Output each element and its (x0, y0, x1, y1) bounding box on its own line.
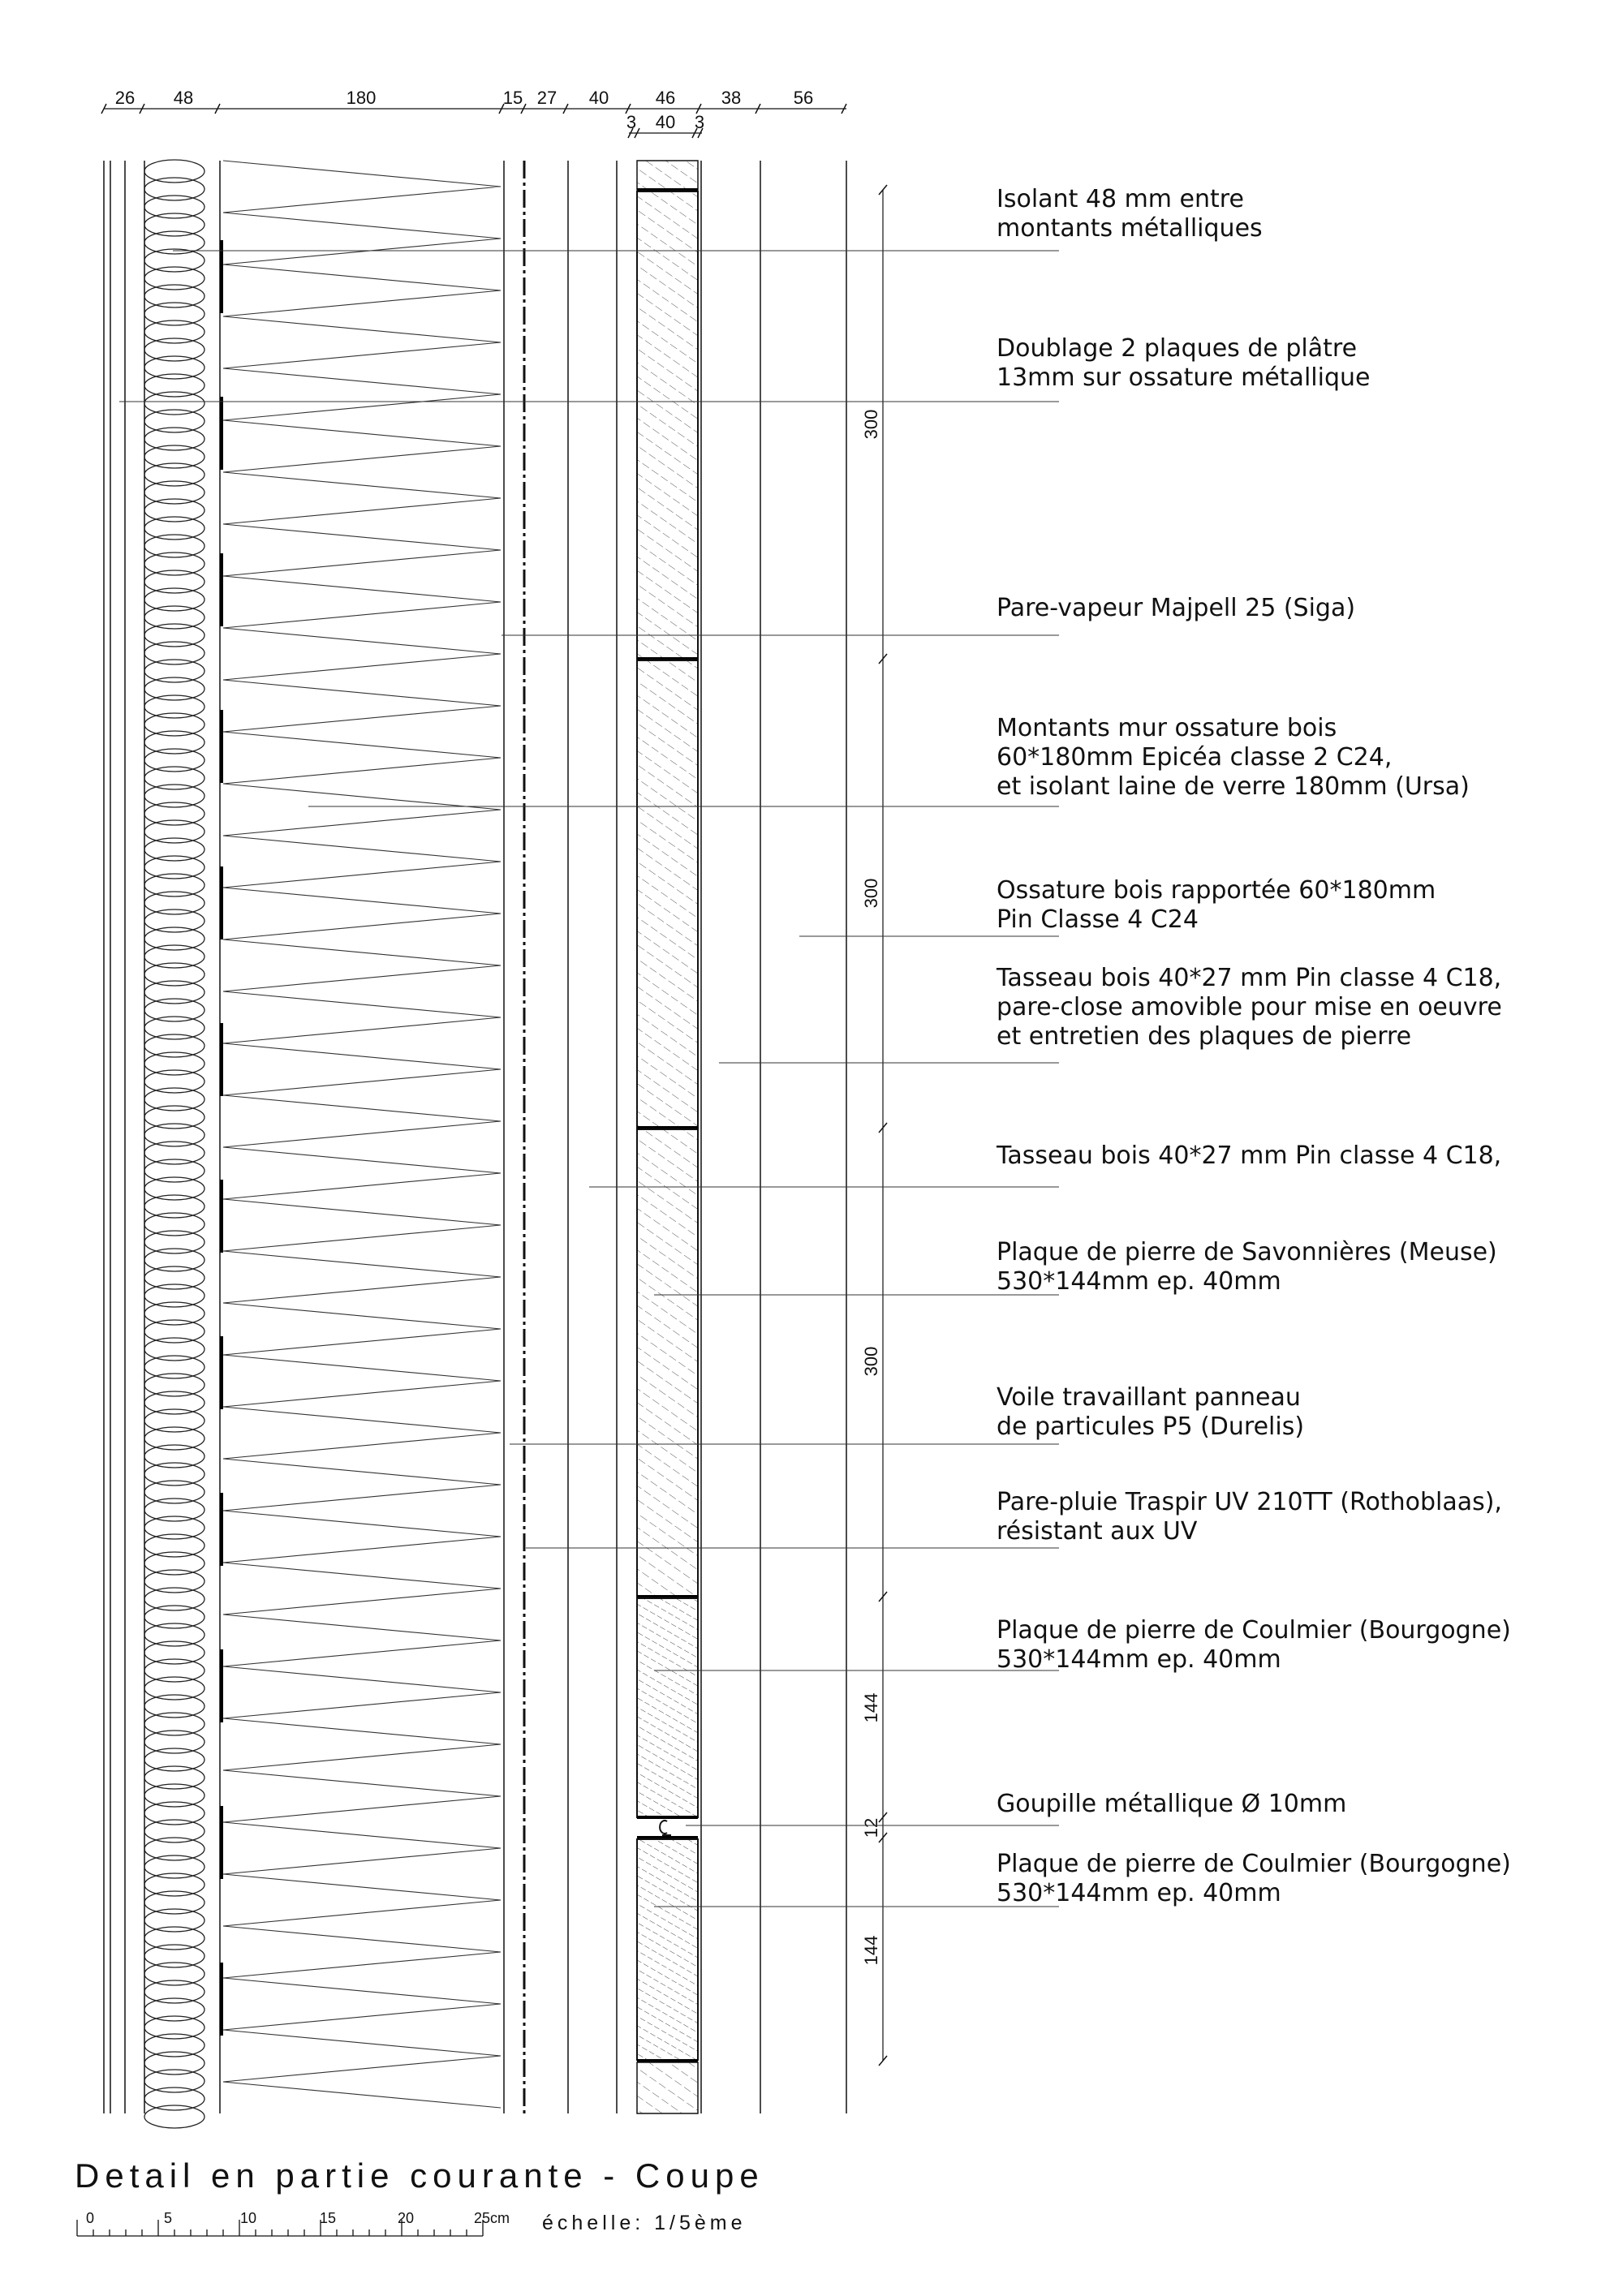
insulation-loop (144, 1391, 204, 1414)
drawing-title: Detail en partie courante - Coupe (75, 2156, 764, 2195)
insulation-loop (144, 1266, 204, 1289)
glass-wool-180mm-zigzag (223, 161, 501, 2108)
label-plasterboard-lining: Doublage 2 plaques de plâtre 13mm sur ossature métallique (997, 334, 1371, 392)
insulation-loop (144, 1159, 204, 1182)
insulation-loop (144, 856, 204, 879)
label-rain-screen: Pare-pluie Traspir UV 210TT (Rothoblaas), résistant aux UV (997, 1488, 1502, 1546)
insulation-loop (144, 2052, 204, 2075)
insulation-loop (144, 428, 204, 450)
insulation-loop (144, 713, 204, 736)
insulation-loop (144, 1302, 204, 1325)
vdim-12: 12 (861, 1817, 881, 1838)
label-batten: Tasseau bois 40*27 mm Pin classe 4 C18, (997, 1142, 1502, 1170)
insulation-loop (144, 535, 204, 557)
top-dimension-chain (101, 88, 846, 138)
insulation-loop (144, 1623, 204, 1646)
dim-40: 40 (588, 88, 609, 108)
insulation-loop (144, 1802, 204, 1825)
insulation-loop (144, 767, 204, 789)
insulation-loop (144, 588, 204, 611)
dim-38: 38 (721, 88, 742, 108)
insulation-loop (144, 481, 204, 504)
insulation-loop (144, 1820, 204, 1842)
label-vapour-barrier: Pare-vapeur Majpell 25 (Siga) (997, 594, 1356, 622)
insulation-loop (144, 1641, 204, 1664)
dim-180: 180 (346, 88, 377, 108)
insulation-loop (144, 267, 204, 290)
insulation-loop (144, 196, 204, 218)
insulation-loop (144, 553, 204, 575)
label-coulmier-stone-1: Plaque de pierre de Coulmier (Bourgogne) 530*144mm ep. 40mm (997, 1616, 1511, 1674)
insulation-loop (144, 2034, 204, 2057)
insulation-loop (144, 1998, 204, 2021)
insulation-loop (144, 1284, 204, 1307)
stone-plate (637, 191, 698, 659)
stone-plate-coulmier (637, 1839, 698, 2060)
insulation-loop (144, 838, 204, 861)
insulation-loop (144, 1606, 204, 1628)
insulation-loop (144, 660, 204, 682)
insulation-loop (144, 1249, 204, 1271)
insulation-loop (144, 1195, 204, 1218)
dim-15: 15 (502, 88, 523, 108)
insulation-loop (144, 2105, 204, 2128)
insulation-loop (144, 445, 204, 468)
insulation-loop (144, 945, 204, 968)
insulation-loop (144, 642, 204, 664)
dim-27: 27 (536, 88, 558, 108)
insulation-loop (144, 1017, 204, 1039)
insulation-loop (144, 1516, 204, 1539)
insulation-loop (144, 1695, 204, 1718)
insulation-loop (144, 1891, 204, 1914)
insulation-loop (144, 981, 204, 1004)
insulation-loop (144, 1320, 204, 1343)
insulation-loop (144, 303, 204, 325)
insulation-loop (144, 570, 204, 593)
insulation-loop (144, 1784, 204, 1807)
dim-sub-3a: 3 (626, 112, 637, 132)
insulation-loop (144, 1588, 204, 1610)
insulation-loop (144, 1142, 204, 1164)
insulation-loop (144, 160, 204, 183)
insulation-loop (144, 1427, 204, 1450)
dim-26: 26 (114, 88, 136, 108)
insulation-loop (144, 1748, 204, 1771)
label-added-timber-frame: Ossature bois rapportée 60*180mm Pin Classe 4 C24 (997, 876, 1436, 934)
insulation-loop (144, 1909, 204, 1932)
insulation-loop (144, 963, 204, 986)
label-insulation-48mm: Isolant 48 mm entre montants métalliques (997, 185, 1263, 243)
label-savonnieres-stone: Plaque de pierre de Savonnières (Meuse) 530*144mm ep. 40mm (997, 1238, 1497, 1296)
insulation-loop (144, 1945, 204, 1967)
insulation-loop (144, 999, 204, 1021)
insulation-loop (144, 1552, 204, 1575)
insulation-loop (144, 1481, 204, 1503)
insulation-loop (144, 410, 204, 432)
insulation-loop (144, 1177, 204, 1200)
insulation-loop (144, 1713, 204, 1735)
label-particle-board: Voile travaillant panneau de particules P5 (Durelis) (997, 1383, 1305, 1441)
scale-10: 10 (240, 2210, 257, 2226)
scale-25: 25cm (474, 2210, 510, 2226)
wall-layers (104, 161, 846, 2113)
insulation-loop (144, 517, 204, 540)
stone-plate-savonnieres (637, 1129, 698, 1597)
insulation-loop (144, 178, 204, 200)
insulation-loop (144, 1570, 204, 1593)
insulation-loop (144, 1659, 204, 1682)
insulation-loop (144, 1731, 204, 1753)
insulation-loop (144, 392, 204, 415)
vdim-144b: 144 (861, 1935, 881, 1966)
insulation-loop (144, 677, 204, 700)
insulation-loop (144, 1838, 204, 1860)
insulation-loop (144, 1498, 204, 1521)
insulation-loop (144, 1445, 204, 1468)
insulation-loop (144, 731, 204, 754)
scale-label: échelle: 1/5ème (542, 2212, 747, 2234)
insulation-loop (144, 1088, 204, 1111)
dim-sub-3b: 3 (694, 112, 705, 132)
insulation-loop (144, 2087, 204, 2110)
vdim-300a: 300 (861, 409, 881, 440)
leader-lines (119, 251, 1059, 1907)
dim-46: 46 (655, 88, 676, 108)
dim-sub-40: 40 (655, 112, 676, 132)
label-metal-pin: Goupille métallique Ø 10mm (997, 1790, 1347, 1818)
insulation-loop (144, 285, 204, 307)
insulation-loop (144, 1356, 204, 1378)
insulation-loop (144, 1338, 204, 1361)
insulation-loop (144, 1463, 204, 1486)
scale-15: 15 (320, 2210, 337, 2226)
scale-bar (77, 2210, 510, 2236)
stone-plate-coulmier (637, 1598, 698, 1817)
insulation-loop (144, 2016, 204, 2039)
insulation-loop (144, 1927, 204, 1950)
vdim-144a: 144 (861, 1692, 881, 1723)
insulation-loop (144, 927, 204, 950)
insulation-loop (144, 749, 204, 772)
insulation-loop (144, 624, 204, 647)
label-timber-studs: Montants mur ossature bois 60*180mm Epicéa classe 2 C24, et isolant laine de verre 180mm (Ursa) (997, 714, 1470, 801)
insulation-loop (144, 785, 204, 807)
insulation-loop (144, 909, 204, 932)
scale-20: 20 (398, 2210, 415, 2226)
insulation-loop (144, 374, 204, 397)
insulation-loop (144, 320, 204, 343)
insulation-loop (144, 802, 204, 825)
insulation-loop (144, 1855, 204, 1878)
insulation-loop (144, 892, 204, 914)
insulation-loop (144, 1070, 204, 1093)
metal-pin (660, 1821, 671, 1835)
insulation-loop (144, 695, 204, 718)
insulation-loop (144, 499, 204, 522)
vertical-dimension-chain (861, 185, 887, 2066)
insulation-loop (144, 1766, 204, 1789)
insulation-loop (144, 1980, 204, 2003)
insulation-loop (144, 1963, 204, 1985)
insulation-loop (144, 1409, 204, 1432)
label-coulmier-stone-2: Plaque de pierre de Coulmier (Bourgogne) 530*144mm ep. 40mm (997, 1850, 1511, 1907)
insulation-loop (144, 874, 204, 896)
insulation-loop (144, 1106, 204, 1129)
insulation-48mm-loops (144, 160, 204, 2128)
insulation-loop (144, 1052, 204, 1075)
insulation-loop (144, 606, 204, 629)
insulation-loop (144, 356, 204, 379)
insulation-loop (144, 1124, 204, 1146)
insulation-loop (144, 2070, 204, 2092)
insulation-loop (144, 1873, 204, 1896)
insulation-loop (144, 1213, 204, 1236)
vdim-300c: 300 (861, 1346, 881, 1377)
insulation-loop (144, 820, 204, 843)
dim-56: 56 (793, 88, 814, 108)
insulation-loop (144, 1677, 204, 1700)
insulation-loop (144, 1231, 204, 1253)
insulation-loop (144, 1534, 204, 1557)
insulation-loop (144, 213, 204, 236)
insulation-loop (144, 249, 204, 272)
dim-48: 48 (173, 88, 194, 108)
insulation-loop (144, 463, 204, 486)
scale-5: 5 (164, 2210, 173, 2226)
label-removable-batten: Tasseau bois 40*27 mm Pin classe 4 C18, pare-close amovible pour mise en oeuvre et entretien des plaques de pierre (997, 964, 1502, 1051)
insulation-loop (144, 1034, 204, 1057)
stone-plate (637, 660, 698, 1128)
insulation-loop (144, 1374, 204, 1396)
stone-cladding (637, 161, 698, 2113)
vdim-300b: 300 (861, 878, 881, 909)
scale-0: 0 (86, 2210, 95, 2226)
insulation-loop (144, 338, 204, 361)
